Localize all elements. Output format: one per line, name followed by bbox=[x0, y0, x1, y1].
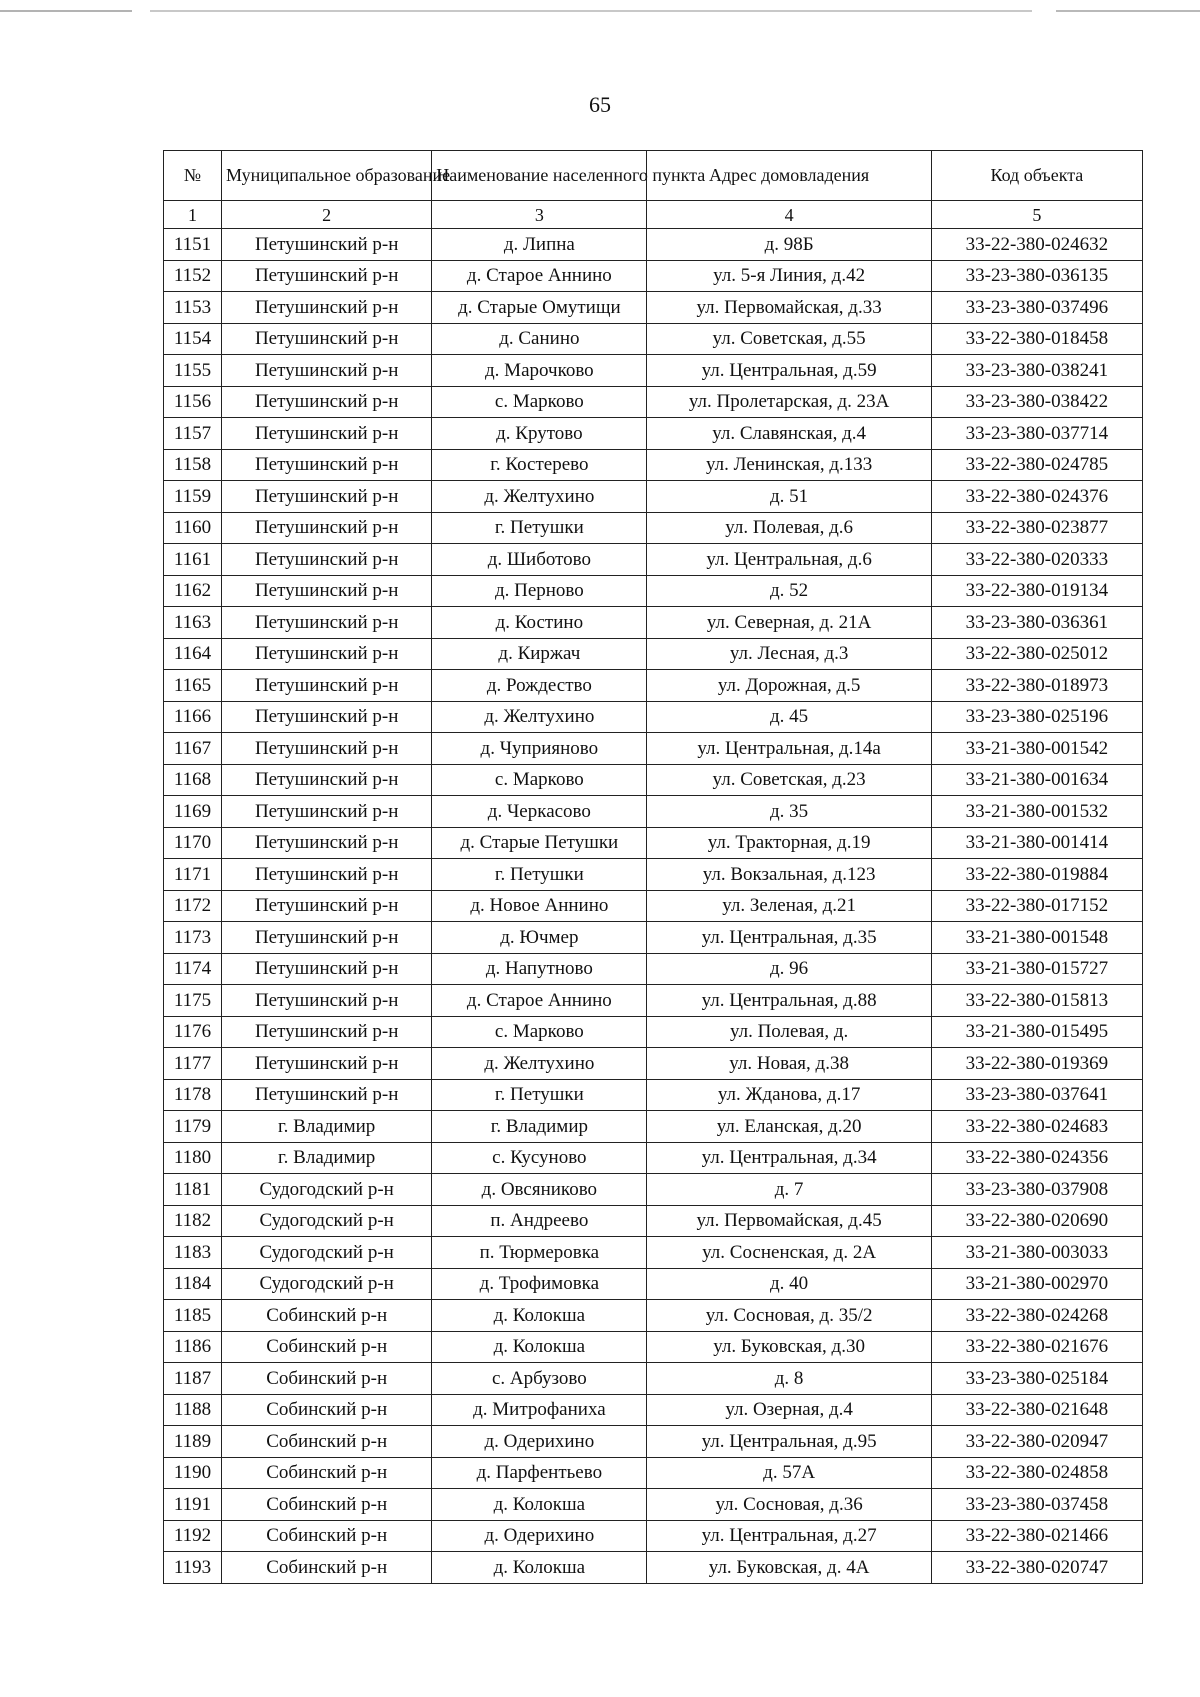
cell-municipality: Петушинский р-н bbox=[222, 1048, 432, 1080]
cell-address: ул. Буковская, д. 4А bbox=[647, 1552, 931, 1584]
cell-number: 1177 bbox=[164, 1048, 222, 1080]
table-row bbox=[164, 544, 1143, 576]
cell-number: 1163 bbox=[164, 607, 222, 639]
cell-settlement: д. Колокша bbox=[432, 1331, 647, 1363]
cell-object-code: 33-21-380-001414 bbox=[931, 827, 1142, 859]
cell-address: ул. Славянская, д.4 bbox=[647, 418, 931, 450]
cell-settlement: д. Липна bbox=[432, 229, 647, 261]
cell-object-code: 33-22-380-024858 bbox=[931, 1457, 1142, 1489]
cell-address: ул. Центральная, д.14а bbox=[647, 733, 931, 765]
cell-number: 1172 bbox=[164, 890, 222, 922]
table-row bbox=[164, 607, 1143, 639]
cell-address: ул. Полевая, д.6 bbox=[647, 512, 931, 544]
cell-municipality: Петушинский р-н bbox=[222, 890, 432, 922]
cell-settlement: д. Колокша bbox=[432, 1552, 647, 1584]
cell-object-code: 33-23-380-037641 bbox=[931, 1079, 1142, 1111]
cell-municipality: Петушинский р-н bbox=[222, 764, 432, 796]
cell-settlement: с. Кусуново bbox=[432, 1142, 647, 1174]
header-object-code: Код объекта bbox=[931, 151, 1142, 201]
scan-edge-line bbox=[0, 10, 1200, 12]
cell-number: 1164 bbox=[164, 638, 222, 670]
cell-municipality: Петушинский р-н bbox=[222, 733, 432, 765]
table-row bbox=[164, 859, 1143, 891]
cell-object-code: 33-22-380-019369 bbox=[931, 1048, 1142, 1080]
cell-municipality: Петушинский р-н bbox=[222, 355, 432, 387]
table-row bbox=[164, 386, 1143, 418]
cell-object-code: 33-23-380-037908 bbox=[931, 1174, 1142, 1206]
cell-number: 1180 bbox=[164, 1142, 222, 1174]
cell-number: 1191 bbox=[164, 1489, 222, 1521]
table-row bbox=[164, 1457, 1143, 1489]
cell-municipality: Собинский р-н bbox=[222, 1426, 432, 1458]
cell-municipality: Собинский р-н bbox=[222, 1457, 432, 1489]
cell-municipality: Петушинский р-н bbox=[222, 827, 432, 859]
cell-settlement: д. Старое Аннино bbox=[432, 985, 647, 1017]
cell-settlement: д. Желтухино bbox=[432, 701, 647, 733]
column-index: 4 bbox=[647, 201, 931, 229]
cell-number: 1151 bbox=[164, 229, 222, 261]
cell-number: 1152 bbox=[164, 260, 222, 292]
cell-settlement: д. Ючмер bbox=[432, 922, 647, 954]
cell-settlement: д. Чуприяново bbox=[432, 733, 647, 765]
table-row bbox=[164, 890, 1143, 922]
cell-address: ул. Северная, д. 21А bbox=[647, 607, 931, 639]
cell-object-code: 33-21-380-001532 bbox=[931, 796, 1142, 828]
cell-settlement: д. Старые Омутищи bbox=[432, 292, 647, 324]
cell-municipality: Собинский р-н bbox=[222, 1363, 432, 1395]
cell-address: д. 7 bbox=[647, 1174, 931, 1206]
cell-object-code: 33-23-380-038422 bbox=[931, 386, 1142, 418]
cell-number: 1156 bbox=[164, 386, 222, 418]
cell-number: 1192 bbox=[164, 1520, 222, 1552]
header-municipality: Муниципальное образование bbox=[222, 151, 432, 201]
cell-object-code: 33-21-380-015727 bbox=[931, 953, 1142, 985]
cell-address: д. 40 bbox=[647, 1268, 931, 1300]
table-row bbox=[164, 1552, 1143, 1584]
cell-address: ул. Вокзальная, д.123 bbox=[647, 859, 931, 891]
cell-object-code: 33-21-380-001548 bbox=[931, 922, 1142, 954]
cell-object-code: 33-22-380-020747 bbox=[931, 1552, 1142, 1584]
cell-municipality: Петушинский р-н bbox=[222, 607, 432, 639]
cell-address: ул. Советская, д.55 bbox=[647, 323, 931, 355]
cell-settlement: д. Одерихино bbox=[432, 1426, 647, 1458]
cell-settlement: д. Митрофаниха bbox=[432, 1394, 647, 1426]
header-number: № bbox=[164, 151, 222, 201]
cell-object-code: 33-22-380-021648 bbox=[931, 1394, 1142, 1426]
cell-settlement: д. Крутово bbox=[432, 418, 647, 450]
cell-address: д. 52 bbox=[647, 575, 931, 607]
table-row bbox=[164, 229, 1143, 261]
cell-settlement: д. Санино bbox=[432, 323, 647, 355]
cell-address: ул. Советская, д.23 bbox=[647, 764, 931, 796]
table-row bbox=[164, 701, 1143, 733]
cell-settlement: д. Колокша bbox=[432, 1300, 647, 1332]
table-row bbox=[164, 1394, 1143, 1426]
cell-settlement: с. Марково bbox=[432, 1016, 647, 1048]
cell-object-code: 33-22-380-018458 bbox=[931, 323, 1142, 355]
cell-address: ул. Первомайская, д.45 bbox=[647, 1205, 931, 1237]
table-row bbox=[164, 670, 1143, 702]
cell-settlement: д. Парфентьево bbox=[432, 1457, 647, 1489]
cell-municipality: г. Владимир bbox=[222, 1111, 432, 1143]
cell-settlement: г. Костерево bbox=[432, 449, 647, 481]
cell-address: д. 8 bbox=[647, 1363, 931, 1395]
cell-address: ул. Зеленая, д.21 bbox=[647, 890, 931, 922]
cell-object-code: 33-22-380-021466 bbox=[931, 1520, 1142, 1552]
cell-address: ул. Центральная, д.6 bbox=[647, 544, 931, 576]
cell-object-code: 33-22-380-021676 bbox=[931, 1331, 1142, 1363]
cell-municipality: Петушинский р-н bbox=[222, 1079, 432, 1111]
cell-object-code: 33-23-380-025196 bbox=[931, 701, 1142, 733]
table-row bbox=[164, 1016, 1143, 1048]
cell-settlement: д. Костино bbox=[432, 607, 647, 639]
cell-number: 1182 bbox=[164, 1205, 222, 1237]
cell-municipality: Петушинский р-н bbox=[222, 796, 432, 828]
cell-address: д. 45 bbox=[647, 701, 931, 733]
cell-object-code: 33-23-380-025184 bbox=[931, 1363, 1142, 1395]
cell-number: 1162 bbox=[164, 575, 222, 607]
cell-number: 1168 bbox=[164, 764, 222, 796]
cell-number: 1190 bbox=[164, 1457, 222, 1489]
cell-object-code: 33-22-380-015813 bbox=[931, 985, 1142, 1017]
register-table bbox=[163, 150, 1143, 1584]
cell-address: ул. Дорожная, д.5 bbox=[647, 670, 931, 702]
cell-settlement: д. Черкасово bbox=[432, 796, 647, 828]
table-row bbox=[164, 985, 1143, 1017]
table-row bbox=[164, 1300, 1143, 1332]
table-row bbox=[164, 1174, 1143, 1206]
column-index: 2 bbox=[222, 201, 432, 229]
table-row bbox=[164, 1111, 1143, 1143]
table-row bbox=[164, 1520, 1143, 1552]
cell-settlement: с. Арбузово bbox=[432, 1363, 647, 1395]
cell-address: ул. Первомайская, д.33 bbox=[647, 292, 931, 324]
cell-object-code: 33-21-380-003033 bbox=[931, 1237, 1142, 1269]
cell-municipality: г. Владимир bbox=[222, 1142, 432, 1174]
table-row bbox=[164, 796, 1143, 828]
cell-municipality: Петушинский р-н bbox=[222, 1016, 432, 1048]
cell-number: 1153 bbox=[164, 292, 222, 324]
table-row bbox=[164, 481, 1143, 513]
cell-object-code: 33-21-380-015495 bbox=[931, 1016, 1142, 1048]
cell-settlement: д. Колокша bbox=[432, 1489, 647, 1521]
cell-address: ул. Сосновая, д. 35/2 bbox=[647, 1300, 931, 1332]
cell-object-code: 33-23-380-037458 bbox=[931, 1489, 1142, 1521]
table-row bbox=[164, 1331, 1143, 1363]
cell-municipality: Петушинский р-н bbox=[222, 418, 432, 450]
table-row bbox=[164, 638, 1143, 670]
cell-object-code: 33-22-380-019134 bbox=[931, 575, 1142, 607]
cell-municipality: Петушинский р-н bbox=[222, 323, 432, 355]
cell-municipality: Собинский р-н bbox=[222, 1394, 432, 1426]
cell-settlement: д. Старые Петушки bbox=[432, 827, 647, 859]
cell-number: 1176 bbox=[164, 1016, 222, 1048]
cell-object-code: 33-22-380-020333 bbox=[931, 544, 1142, 576]
cell-municipality: Петушинский р-н bbox=[222, 512, 432, 544]
cell-number: 1155 bbox=[164, 355, 222, 387]
header-settlement: Наименование населенного пункта bbox=[432, 151, 647, 201]
table-row bbox=[164, 355, 1143, 387]
cell-settlement: д. Рождество bbox=[432, 670, 647, 702]
cell-municipality: Петушинский р-н bbox=[222, 922, 432, 954]
cell-settlement: г. Петушки bbox=[432, 859, 647, 891]
cell-object-code: 33-22-380-023877 bbox=[931, 512, 1142, 544]
cell-address: д. 57А bbox=[647, 1457, 931, 1489]
cell-address: ул. Озерная, д.4 bbox=[647, 1394, 931, 1426]
cell-address: д. 96 bbox=[647, 953, 931, 985]
table-row bbox=[164, 764, 1143, 796]
cell-object-code: 33-23-380-037496 bbox=[931, 292, 1142, 324]
cell-settlement: д. Напутново bbox=[432, 953, 647, 985]
cell-settlement: г. Владимир bbox=[432, 1111, 647, 1143]
cell-address: д. 51 bbox=[647, 481, 931, 513]
cell-number: 1173 bbox=[164, 922, 222, 954]
cell-object-code: 33-22-380-024268 bbox=[931, 1300, 1142, 1332]
cell-settlement: д. Марочково bbox=[432, 355, 647, 387]
table-row bbox=[164, 512, 1143, 544]
cell-number: 1157 bbox=[164, 418, 222, 450]
table-body bbox=[164, 229, 1143, 1584]
column-index: 3 bbox=[432, 201, 647, 229]
cell-address: ул. Полевая, д. bbox=[647, 1016, 931, 1048]
cell-address: ул. Жданова, д.17 bbox=[647, 1079, 931, 1111]
cell-number: 1158 bbox=[164, 449, 222, 481]
cell-municipality: Собинский р-н bbox=[222, 1489, 432, 1521]
table-row bbox=[164, 323, 1143, 355]
cell-municipality: Петушинский р-н bbox=[222, 575, 432, 607]
cell-object-code: 33-22-380-017152 bbox=[931, 890, 1142, 922]
cell-number: 1188 bbox=[164, 1394, 222, 1426]
cell-municipality: Собинский р-н bbox=[222, 1552, 432, 1584]
cell-number: 1187 bbox=[164, 1363, 222, 1395]
cell-settlement: г. Петушки bbox=[432, 1079, 647, 1111]
cell-number: 1169 bbox=[164, 796, 222, 828]
cell-address: ул. Еланская, д.20 bbox=[647, 1111, 931, 1143]
cell-municipality: Собинский р-н bbox=[222, 1520, 432, 1552]
cell-municipality: Петушинский р-н bbox=[222, 449, 432, 481]
cell-municipality: Петушинский р-н bbox=[222, 859, 432, 891]
table-row bbox=[164, 292, 1143, 324]
cell-address: ул. Лесная, д.3 bbox=[647, 638, 931, 670]
cell-address: ул. Ленинская, д.133 bbox=[647, 449, 931, 481]
cell-municipality: Петушинский р-н bbox=[222, 638, 432, 670]
cell-object-code: 33-21-380-001634 bbox=[931, 764, 1142, 796]
cell-settlement: п. Андреево bbox=[432, 1205, 647, 1237]
cell-object-code: 33-23-380-036361 bbox=[931, 607, 1142, 639]
cell-number: 1165 bbox=[164, 670, 222, 702]
cell-object-code: 33-22-380-024785 bbox=[931, 449, 1142, 481]
cell-object-code: 33-23-380-038241 bbox=[931, 355, 1142, 387]
cell-number: 1186 bbox=[164, 1331, 222, 1363]
cell-number: 1166 bbox=[164, 701, 222, 733]
cell-object-code: 33-23-380-037714 bbox=[931, 418, 1142, 450]
cell-municipality: Петушинский р-н bbox=[222, 260, 432, 292]
cell-address: ул. 5-я Линия, д.42 bbox=[647, 260, 931, 292]
table-row bbox=[164, 1079, 1143, 1111]
page-number: 65 bbox=[589, 92, 611, 117]
cell-address: д. 35 bbox=[647, 796, 931, 828]
cell-municipality: Петушинский р-н bbox=[222, 544, 432, 576]
cell-settlement: п. Тюрмеровка bbox=[432, 1237, 647, 1269]
cell-number: 1185 bbox=[164, 1300, 222, 1332]
cell-settlement: д. Одерихино bbox=[432, 1520, 647, 1552]
cell-object-code: 33-22-380-024683 bbox=[931, 1111, 1142, 1143]
header-row bbox=[164, 151, 1143, 201]
cell-settlement: д. Желтухино bbox=[432, 481, 647, 513]
cell-number: 1189 bbox=[164, 1426, 222, 1458]
table-row bbox=[164, 1426, 1143, 1458]
cell-number: 1161 bbox=[164, 544, 222, 576]
cell-settlement: д. Киржач bbox=[432, 638, 647, 670]
cell-municipality: Собинский р-н bbox=[222, 1300, 432, 1332]
cell-number: 1179 bbox=[164, 1111, 222, 1143]
cell-municipality: Петушинский р-н bbox=[222, 292, 432, 324]
table-row bbox=[164, 1489, 1143, 1521]
table-row bbox=[164, 1142, 1143, 1174]
cell-settlement: д. Шиботово bbox=[432, 544, 647, 576]
cell-object-code: 33-21-380-002970 bbox=[931, 1268, 1142, 1300]
cell-object-code: 33-21-380-001542 bbox=[931, 733, 1142, 765]
cell-address: ул. Центральная, д.35 bbox=[647, 922, 931, 954]
cell-municipality: Петушинский р-н bbox=[222, 985, 432, 1017]
cell-object-code: 33-22-380-024376 bbox=[931, 481, 1142, 513]
cell-municipality: Собинский р-н bbox=[222, 1331, 432, 1363]
cell-address: ул. Новая, д.38 bbox=[647, 1048, 931, 1080]
cell-municipality: Петушинский р-н bbox=[222, 953, 432, 985]
table-row bbox=[164, 1048, 1143, 1080]
table-row bbox=[164, 1237, 1143, 1269]
cell-number: 1171 bbox=[164, 859, 222, 891]
cell-address: ул. Сосненская, д. 2А bbox=[647, 1237, 931, 1269]
table-row bbox=[164, 575, 1143, 607]
cell-object-code: 33-22-380-020690 bbox=[931, 1205, 1142, 1237]
cell-address: ул. Тракторная, д.19 bbox=[647, 827, 931, 859]
cell-address: ул. Центральная, д.59 bbox=[647, 355, 931, 387]
column-index: 1 bbox=[164, 201, 222, 229]
cell-settlement: д. Желтухино bbox=[432, 1048, 647, 1080]
cell-number: 1184 bbox=[164, 1268, 222, 1300]
cell-municipality: Петушинский р-н bbox=[222, 670, 432, 702]
cell-object-code: 33-22-380-018973 bbox=[931, 670, 1142, 702]
cell-object-code: 33-22-380-024356 bbox=[931, 1142, 1142, 1174]
cell-number: 1174 bbox=[164, 953, 222, 985]
cell-address: ул. Центральная, д.95 bbox=[647, 1426, 931, 1458]
cell-address: ул. Сосновая, д.36 bbox=[647, 1489, 931, 1521]
cell-municipality: Петушинский р-н bbox=[222, 481, 432, 513]
cell-settlement: д. Трофимовка bbox=[432, 1268, 647, 1300]
table-row bbox=[164, 953, 1143, 985]
cell-number: 1154 bbox=[164, 323, 222, 355]
cell-address: ул. Центральная, д.34 bbox=[647, 1142, 931, 1174]
cell-number: 1193 bbox=[164, 1552, 222, 1584]
cell-settlement: д. Старое Аннино bbox=[432, 260, 647, 292]
header-address: Адрес домовладения bbox=[647, 151, 931, 201]
cell-number: 1183 bbox=[164, 1237, 222, 1269]
table-row bbox=[164, 418, 1143, 450]
table-row bbox=[164, 449, 1143, 481]
cell-municipality: Судогодский р-н bbox=[222, 1268, 432, 1300]
cell-object-code: 33-22-380-025012 bbox=[931, 638, 1142, 670]
cell-object-code: 33-23-380-036135 bbox=[931, 260, 1142, 292]
cell-object-code: 33-22-380-020947 bbox=[931, 1426, 1142, 1458]
table-row bbox=[164, 827, 1143, 859]
cell-number: 1178 bbox=[164, 1079, 222, 1111]
cell-settlement: д. Новое Аннино bbox=[432, 890, 647, 922]
table-row bbox=[164, 1268, 1143, 1300]
cell-settlement: д. Овсяниково bbox=[432, 1174, 647, 1206]
cell-number: 1175 bbox=[164, 985, 222, 1017]
cell-number: 1181 bbox=[164, 1174, 222, 1206]
cell-settlement: с. Марково bbox=[432, 764, 647, 796]
cell-address: ул. Центральная, д.88 bbox=[647, 985, 931, 1017]
cell-settlement: д. Перново bbox=[432, 575, 647, 607]
cell-number: 1160 bbox=[164, 512, 222, 544]
table-row bbox=[164, 1205, 1143, 1237]
table-row bbox=[164, 922, 1143, 954]
table-row bbox=[164, 1363, 1143, 1395]
cell-address: ул. Центральная, д.27 bbox=[647, 1520, 931, 1552]
cell-object-code: 33-22-380-024632 bbox=[931, 229, 1142, 261]
cell-municipality: Судогодский р-н bbox=[222, 1237, 432, 1269]
table-row bbox=[164, 260, 1143, 292]
cell-number: 1159 bbox=[164, 481, 222, 513]
cell-number: 1170 bbox=[164, 827, 222, 859]
column-index: 5 bbox=[931, 201, 1142, 229]
cell-address: ул. Буковская, д.30 bbox=[647, 1331, 931, 1363]
cell-object-code: 33-22-380-019884 bbox=[931, 859, 1142, 891]
column-index-row bbox=[164, 201, 1143, 229]
cell-settlement: г. Петушки bbox=[432, 512, 647, 544]
cell-address: д. 98Б bbox=[647, 229, 931, 261]
cell-municipality: Петушинский р-н bbox=[222, 701, 432, 733]
cell-number: 1167 bbox=[164, 733, 222, 765]
cell-municipality: Судогодский р-н bbox=[222, 1174, 432, 1206]
cell-municipality: Судогодский р-н bbox=[222, 1205, 432, 1237]
cell-municipality: Петушинский р-н bbox=[222, 229, 432, 261]
cell-municipality: Петушинский р-н bbox=[222, 386, 432, 418]
cell-address: ул. Пролетарская, д. 23А bbox=[647, 386, 931, 418]
cell-settlement: с. Марково bbox=[432, 386, 647, 418]
table-row bbox=[164, 733, 1143, 765]
